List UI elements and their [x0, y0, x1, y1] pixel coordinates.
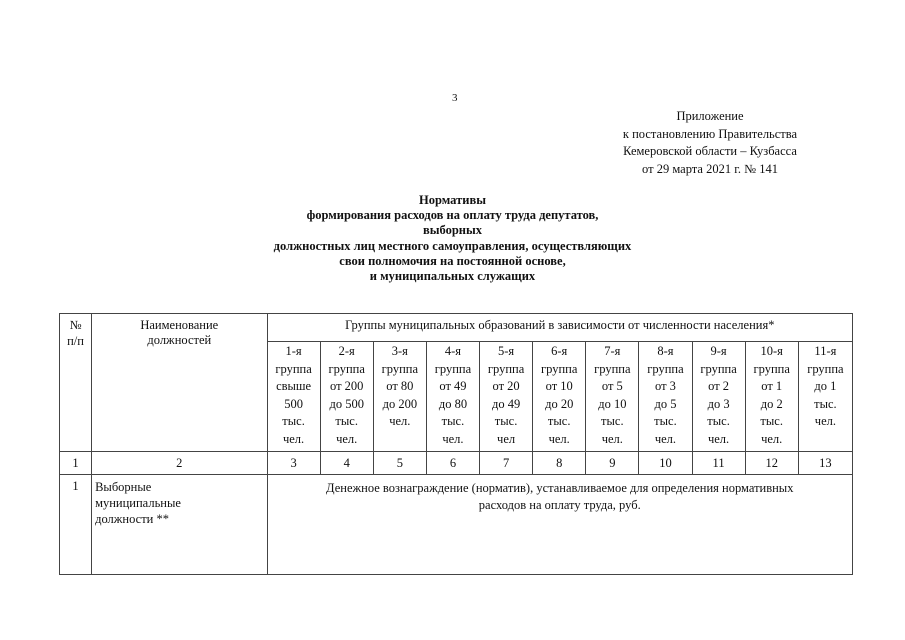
appendix-line: от 29 марта 2021 г. № 141 — [642, 161, 778, 176]
document-title — [200, 193, 705, 284]
column-number: 3 — [267, 452, 320, 475]
column-numbers-row — [60, 452, 853, 475]
column-number: 4 — [320, 452, 373, 475]
group-5-header: 5-я группа от 20 до 49 тыс. чел — [480, 342, 533, 452]
title-line: свои полномочия на постоянной основе, — [339, 253, 566, 268]
row-number: 1 — [60, 475, 92, 575]
row-norm-description: Денежное вознаграждение (норматив), устанавливаемое для определения нормативных расходов на оплату труда, руб. — [267, 475, 852, 575]
row-position-name: Выборные муниципальные должности ** — [92, 475, 267, 575]
column-number: 1 — [60, 452, 92, 475]
appendix-block — [590, 108, 830, 178]
column-number: 13 — [798, 452, 852, 475]
table-row — [60, 475, 853, 575]
column-number: 5 — [373, 452, 426, 475]
group-7-header: 7-я группа от 5 до 10 тыс. чел. — [586, 342, 639, 452]
group-11-header: 11-я группа до 1 тыс. чел. — [798, 342, 852, 452]
group-9-header: 9-я группа от 2 до 3 тыс. чел. — [692, 342, 745, 452]
header-position-name: Наименование должностей — [92, 314, 267, 452]
appendix-line: Приложение — [676, 109, 744, 123]
title-line: выборных — [422, 223, 482, 238]
column-number: 8 — [533, 452, 586, 475]
group-10-header: 10-я группа от 1 до 2 тыс. чел. — [745, 342, 798, 452]
group-8-header: 8-я группа от 3 до 5 тыс. чел. — [639, 342, 692, 452]
column-number: 11 — [692, 452, 745, 475]
column-number: 10 — [639, 452, 692, 475]
page-number: 3 — [452, 92, 458, 104]
group-6-header: 6-я группа от 10 до 20 тыс. чел. — [533, 342, 586, 452]
group-1-header: 1-я группа свыше 500 тыс. чел. — [267, 342, 320, 452]
title-line: и муниципальных служащих — [369, 269, 536, 284]
column-number: 2 — [92, 452, 267, 475]
appendix-line: Кемеровской области – Кузбасса — [623, 144, 797, 158]
header-groups-title: Группы муниципальных образований в зависимости от численности населения* — [267, 314, 852, 342]
group-2-header: 2-я группа от 200 до 500 тыс. чел. — [320, 342, 373, 452]
norms-table — [59, 313, 853, 575]
title-line: Нормативы — [419, 193, 486, 207]
title-line: формирования расходов на оплату труда депутатов, — [306, 208, 599, 223]
column-number: 6 — [426, 452, 479, 475]
header-number: № п/п — [60, 314, 92, 452]
column-number: 7 — [480, 452, 533, 475]
group-4-header: 4-я группа от 49 до 80 тыс. чел. — [426, 342, 479, 452]
column-number: 12 — [745, 452, 798, 475]
appendix-line: к постановлению Правительства — [622, 126, 798, 141]
column-number: 9 — [586, 452, 639, 475]
group-3-header: 3-я группа от 80 до 200 чел. — [373, 342, 426, 452]
title-line: должностных лиц местного самоуправления, осуществляющих — [273, 238, 632, 253]
